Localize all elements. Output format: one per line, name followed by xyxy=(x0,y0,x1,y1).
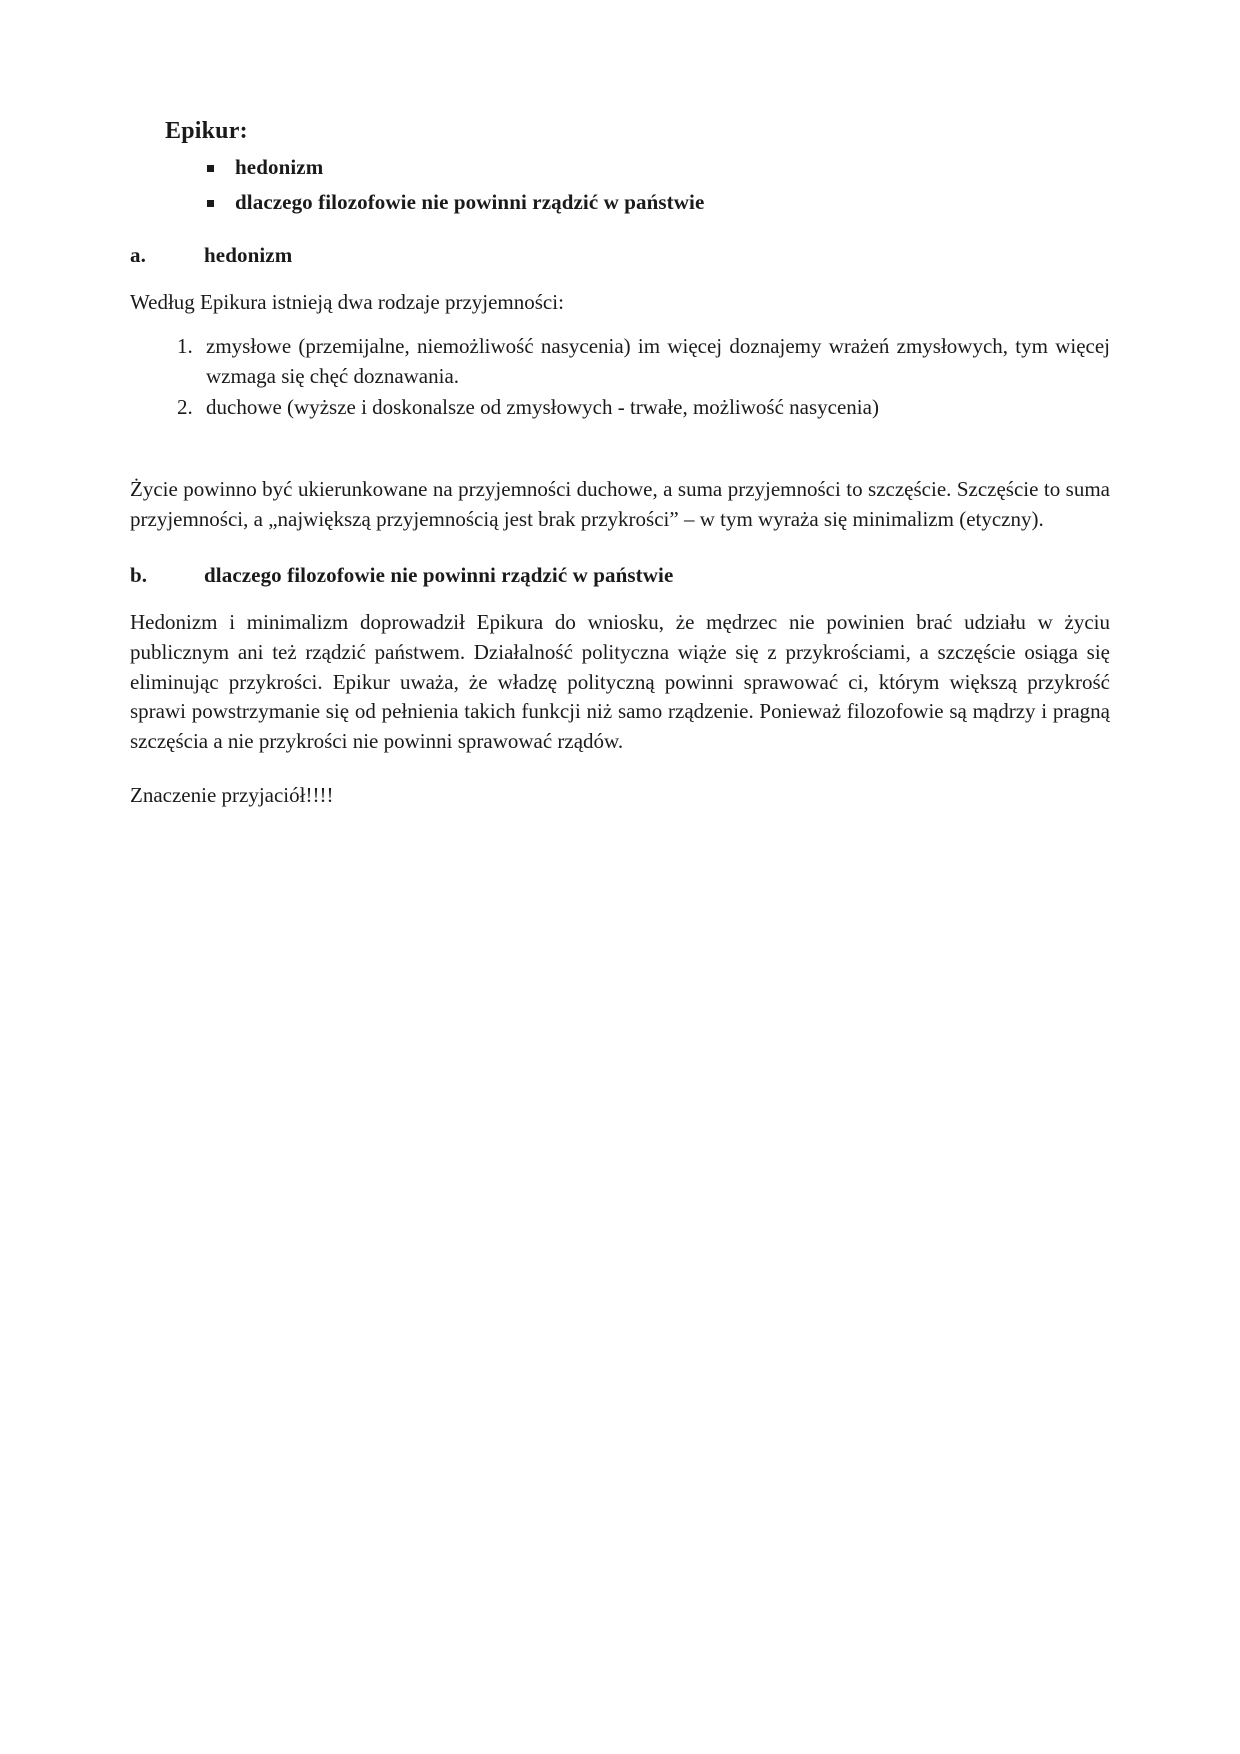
section-heading-b xyxy=(130,563,1110,588)
spacer xyxy=(130,425,1110,455)
list-item: 2. duchowe (wyższe i doskonalsze od zmysłowych - trwałe, możliwość nasycenia) xyxy=(198,393,1110,423)
document-body xyxy=(130,118,1110,811)
section-b-body: Hedonizm i minimalizm doprowadził Epikura do wniosku, że mędrzec nie powinien brać udziału w życiu publicznym ani też rządzić państwem. Działalność polityczna wiąże się z przykrościami, a szczęście osiąga się eliminując przykrości. Epikur uważa, że władzę polityczną powinni sprawować ci, którym większą przykrość sprawi powstrzymanie się od pełnienia takich funkcji niż samo rządzenie. Ponieważ filozofowie są mądrzy i pragną szczęścia a nie przykrości nie powinni sprawować rządów. xyxy=(130,609,1110,754)
list-item: hedonizm xyxy=(235,155,1110,180)
section-title: dlaczego filozofowie nie powinni rządzić w państwie xyxy=(204,562,674,587)
section-marker: b. xyxy=(130,562,148,587)
section-a-body: Życie powinno być ukierunkowane na przyjemności duchowe, a suma przyjemności to szczęście. Szczęście to suma przyjemności, a „największą przyjemnością jest brak przykrości” – w tym wyraża się minimalizm (etyczny). xyxy=(130,477,1110,532)
topic-list xyxy=(130,155,1110,215)
pleasure-types-list xyxy=(130,332,1110,423)
section-heading-a xyxy=(130,243,1110,268)
list-item: dlaczego filozofowie nie powinni rządzić w państwie xyxy=(235,190,1110,215)
section-marker: a. xyxy=(130,243,146,267)
section-title: hedonizm xyxy=(204,243,293,267)
section-a-intro: Według Epikura istnieją dwa rodzaje przyjemności: xyxy=(130,290,564,314)
page-title: Epikur: xyxy=(165,118,248,144)
list-item: 1. zmysłowe (przemijalne, niemożliwość nasycenia) im więcej doznajemy wrażeń zmysłowych, tym więcej wzmaga się chęć doznawania. xyxy=(198,332,1110,392)
closing-note: Znaczenie przyjaciół!!!! xyxy=(130,782,334,807)
